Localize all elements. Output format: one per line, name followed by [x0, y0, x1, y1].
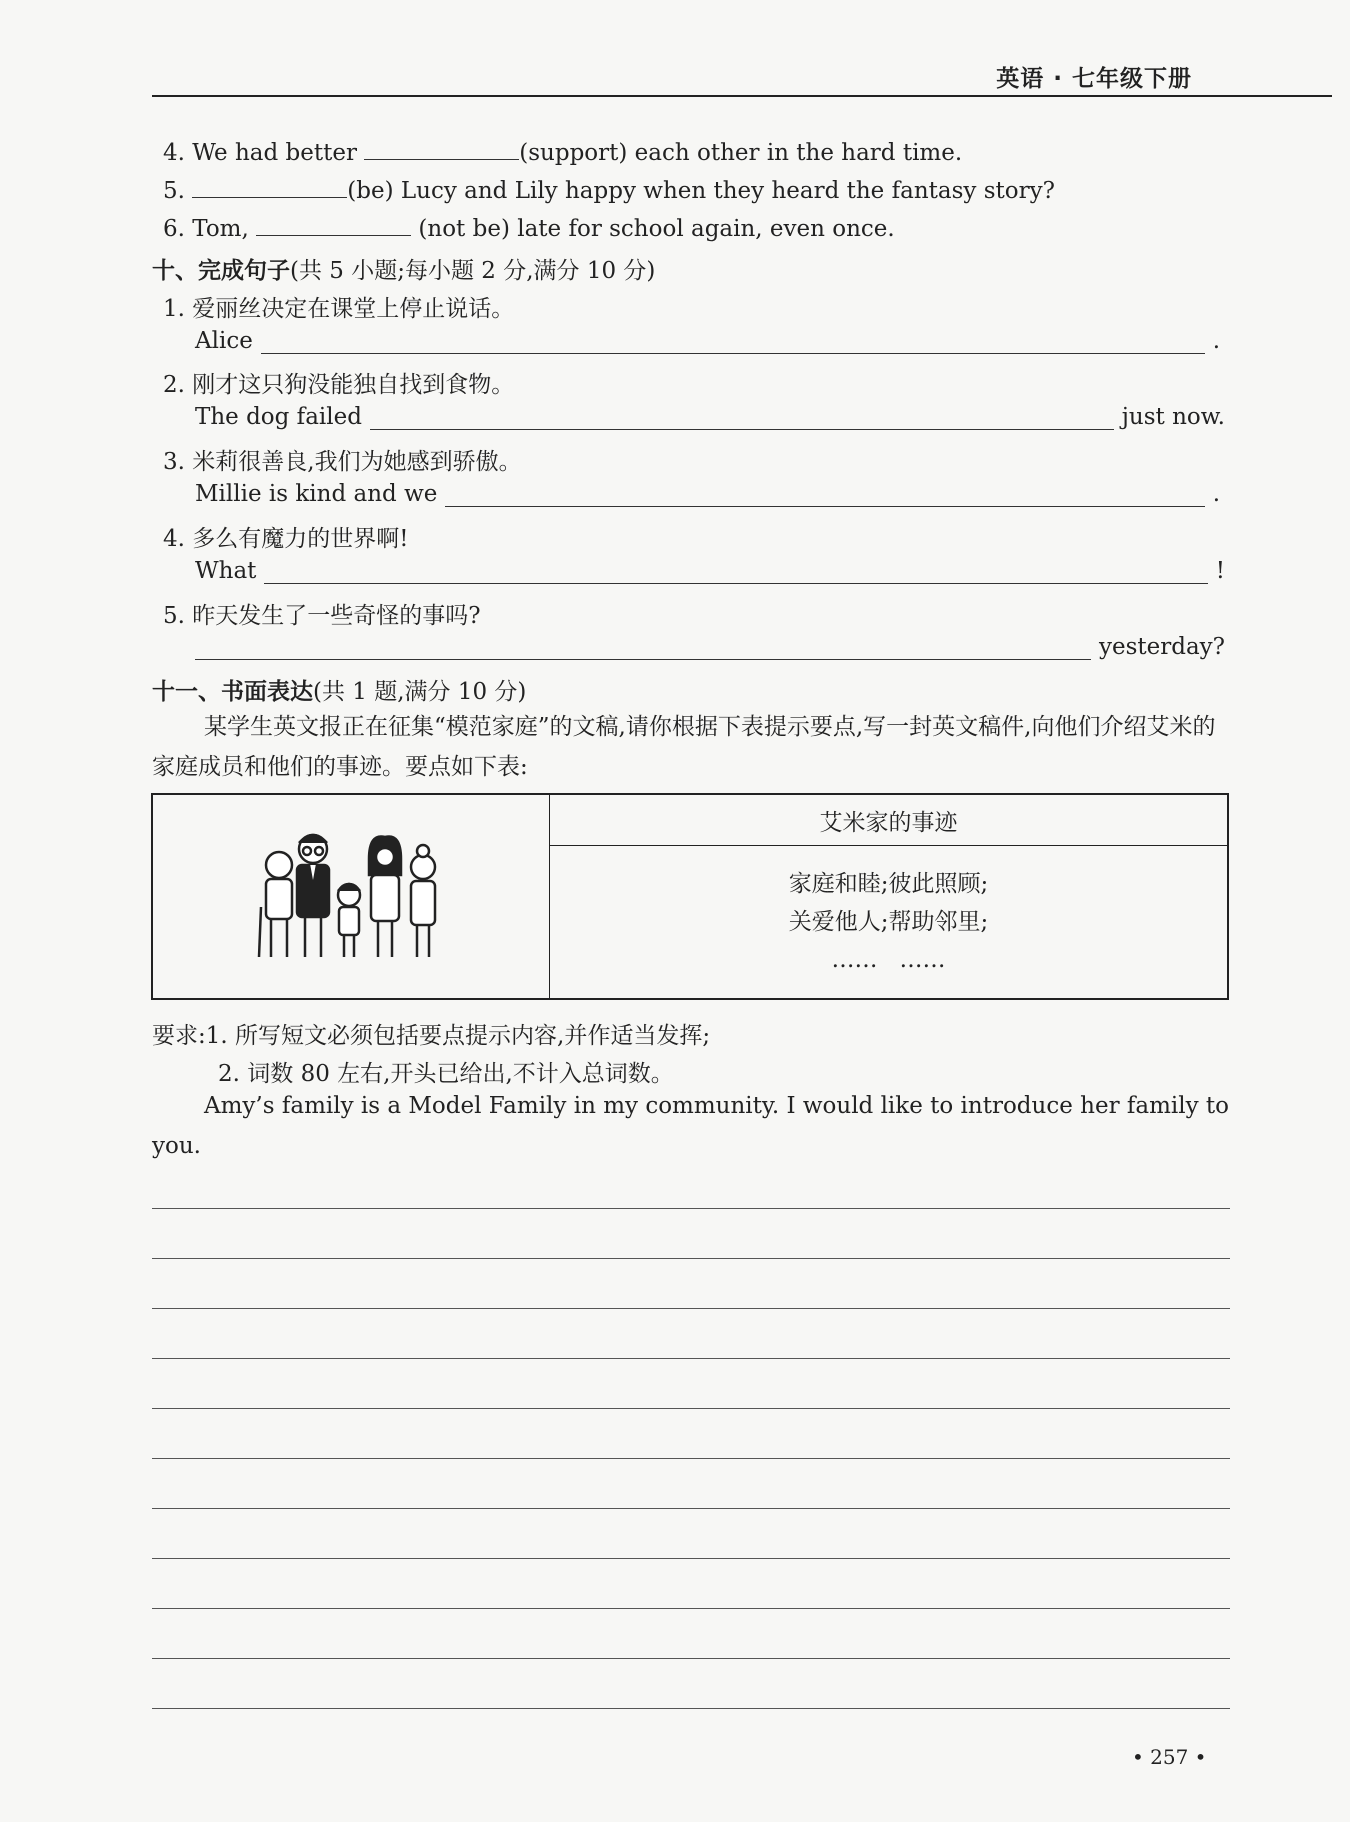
question-5-answer: [195, 634, 1225, 660]
question-1-cn: [163, 290, 514, 323]
answer-blank[interactable]: [256, 213, 411, 236]
item-number: 1.: [163, 296, 185, 322]
requirement-2: 2. 词数 80 左右,开头已给出,不计入总词数。: [218, 1061, 674, 1087]
section-title: 十一、书面表达: [152, 679, 313, 705]
question-3-answer: [195, 481, 1220, 507]
answer-end: yesterday?: [1098, 634, 1225, 660]
key-point-line: 关爱他人;帮助邻里;: [788, 909, 989, 935]
answer-end: .: [1212, 328, 1220, 354]
writing-line[interactable]: [152, 1408, 1230, 1409]
writing-line[interactable]: [152, 1608, 1230, 1609]
question-1-answer: [195, 328, 1220, 354]
answer-line[interactable]: [195, 635, 1091, 660]
item-number: 3.: [163, 449, 185, 475]
chinese-prompt: 刚才这只狗没能独自找到食物。: [192, 372, 515, 398]
writing-prompt: 某学生英文报正在征集“模范家庭”的文稿,请你根据下表提示要点,写一封英文稿件,向他们介绍艾米的家庭成员和他们的事迹。要点如下表:: [152, 714, 1216, 780]
book-title: 英语 · 七年级下册: [996, 66, 1192, 92]
item-text: (be) Lucy and Lily happy when they heard the fantasy story?: [347, 178, 1055, 204]
answer-blank[interactable]: [364, 137, 519, 160]
key-points-table: [151, 793, 1229, 1000]
chinese-prompt: 多么有魔力的世界啊!: [192, 526, 409, 552]
item-number: 4.: [163, 140, 185, 166]
chinese-prompt: 米莉很善良,我们为她感到骄傲。: [192, 449, 522, 475]
item-text: (not be) late for school again, even once.: [418, 216, 895, 242]
page-number: • 257 •: [1132, 1745, 1207, 1769]
item-number: 2.: [163, 372, 185, 398]
item-number: 6.: [163, 216, 185, 242]
header-divider: [152, 95, 1332, 97]
question-2-answer: [195, 404, 1225, 430]
requirement-1: 要求:1. 所写短文必须包括要点提示内容,并作适当发挥;: [152, 1023, 711, 1049]
fill-item-6: [163, 213, 895, 242]
section-11-heading: [152, 673, 526, 706]
answer-start: Alice: [195, 328, 253, 354]
section-10-heading: [152, 252, 655, 285]
section-title: 十、完成句子: [152, 258, 290, 284]
answer-end: .: [1212, 481, 1220, 507]
writing-line[interactable]: [152, 1458, 1230, 1459]
writing-line[interactable]: [152, 1658, 1230, 1659]
answer-blank[interactable]: [192, 175, 347, 198]
family-illustration: [153, 795, 550, 998]
writing-line[interactable]: [152, 1208, 1230, 1209]
question-3-cn: [163, 443, 522, 476]
writing-line[interactable]: [152, 1258, 1230, 1259]
item-text: Tom,: [192, 216, 249, 242]
question-5-cn: [163, 597, 481, 630]
writing-line[interactable]: [152, 1358, 1230, 1359]
question-4-answer: [195, 558, 1225, 584]
ellipsis-line: …… ……: [831, 947, 946, 973]
question-4-cn: [163, 520, 409, 553]
answer-line[interactable]: [370, 405, 1114, 430]
writing-line[interactable]: [152, 1508, 1230, 1509]
answer-line[interactable]: [445, 482, 1204, 507]
answer-end: !: [1215, 558, 1225, 584]
item-number: 5.: [163, 603, 185, 629]
writing-line[interactable]: [152, 1708, 1230, 1709]
writing-line[interactable]: [152, 1558, 1230, 1559]
answer-start: Millie is kind and we: [195, 481, 438, 507]
answer-line[interactable]: [264, 559, 1207, 584]
item-text: (support) each other in the hard time.: [519, 140, 963, 166]
essay-opening: Amy’s family is a Model Family in my community. I would like to introduce her family to you.: [152, 1093, 1230, 1159]
chinese-prompt: 昨天发生了一些奇怪的事吗?: [192, 603, 481, 629]
key-point-line: 家庭和睦;彼此照顾;: [788, 871, 989, 897]
family-icon: [251, 827, 451, 967]
item-number: 4.: [163, 526, 185, 552]
answer-end: just now.: [1121, 404, 1225, 430]
section-note: (共 1 题,满分 10 分): [313, 679, 527, 705]
question-2-cn: [163, 366, 514, 399]
answer-start: What: [195, 558, 257, 584]
answer-start: The dog failed: [195, 404, 362, 430]
table-header: 艾米家的事迹: [550, 795, 1227, 846]
fill-item-5: [163, 175, 1055, 204]
answer-line[interactable]: [261, 329, 1205, 354]
section-note: (共 5 小题;每小题 2 分,满分 10 分): [290, 258, 656, 284]
item-number: 5.: [163, 178, 185, 204]
writing-line[interactable]: [152, 1308, 1230, 1309]
chinese-prompt: 爱丽丝决定在课堂上停止说话。: [192, 296, 515, 322]
table-content: [550, 846, 1227, 998]
item-text: We had better: [192, 140, 357, 166]
fill-item-4: [163, 137, 962, 166]
